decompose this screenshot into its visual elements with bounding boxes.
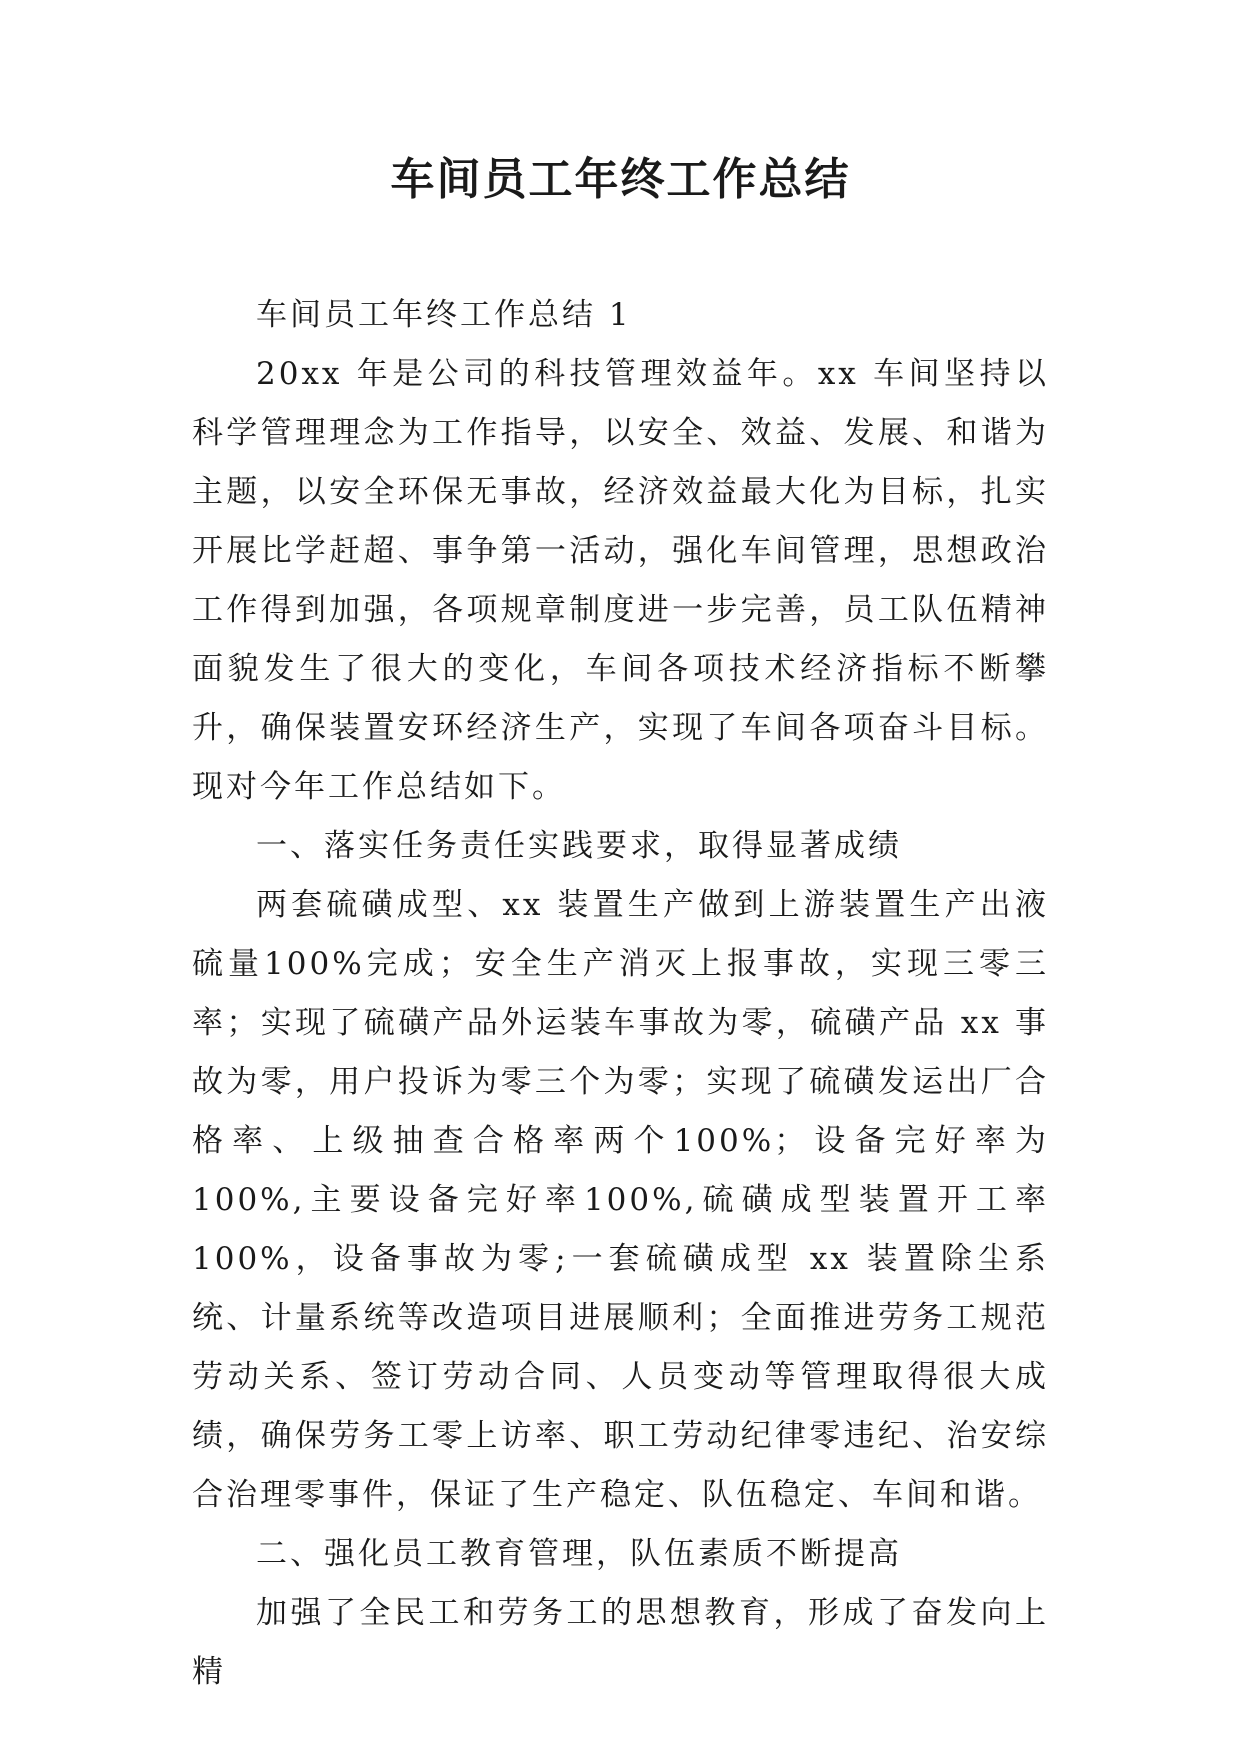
body-paragraph: 加强了全民工和劳务工的思想教育，形成了奋发向上精 [192,1595,1049,1690]
section-heading: 车间员工年终工作总结 1 [256,297,632,333]
section-heading: 二、强化员工教育管理，队伍素质不断提高 [256,1536,902,1572]
body-paragraph: 两套硫磺成型、xx 装置生产做到上游装置生产出液硫量100%完成；安全生产消灭上报事故，实现三零三率；实现了硫磺产品外运装车事故为零，硫磺产品 xx 事故为零，用户投诉为零三个为零；实现了硫磺发运出厂合格率、上级抽查合格率两个100%；设备完好率为100%,主要设备完好率100%,硫磺成型装置开工率 100%，设备事故为零;一套硫磺成型 xx 装置除尘系统、计量系统等改造项目进展顺利；全面推进劳务工规范劳动关系、签订劳动合同、人员变动等管理取得很大成绩，确保劳务工零上访率、职工劳动纪律零违纪、治安综合治理零事件，保证了生产稳定、队伍稳定、车间和谐。 [192,887,1049,1513]
document-body [192,286,1049,1702]
section-heading: 一、落实任务责任实践要求，取得显著成绩 [256,828,902,864]
body-paragraph: 20xx 年是公司的科技管理效益年。xx 车间坚持以科学管理理念为工作指导，以安全、效益、发展、和谐为主题，以安全环保无事故，经济效益最大化为目标，扎实开展比学赶超、事争第一活动，强化车间管理，思想政治工作得到加强，各项规章制度进一步完善，员工队伍精神面貌发生了很大的变化，车间各项技术经济指标不断攀升，确保装置安环经济生产，实现了车间各项奋斗目标。现对今年工作总结如下。 [192,356,1049,805]
document-title: 车间员工年终工作总结 [390,154,851,205]
